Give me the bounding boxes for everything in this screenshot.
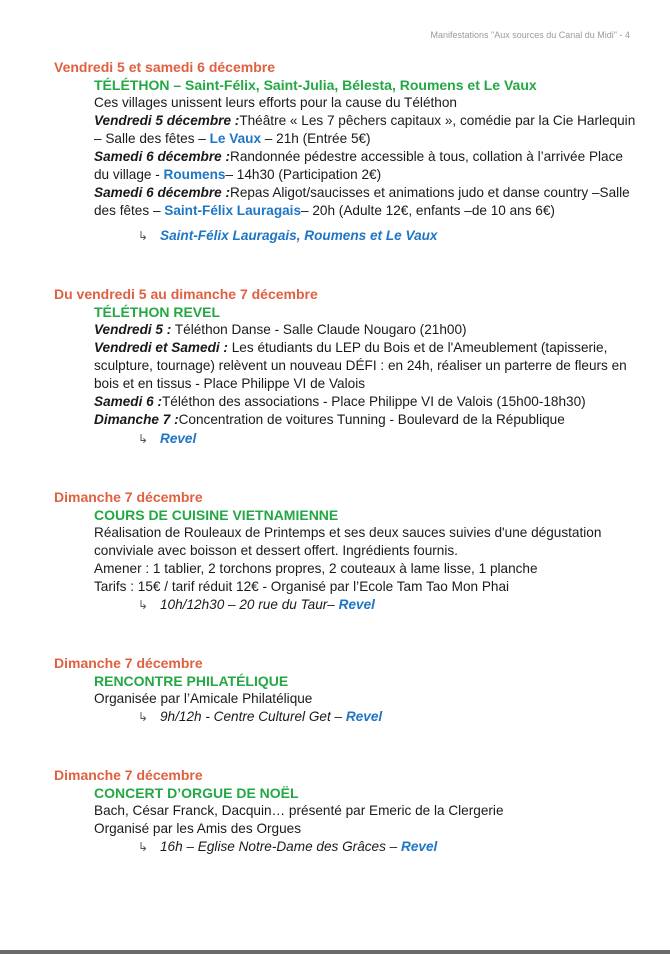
- item-text-end: – 20h (Adulte 12€, enfants –de 10 ans 6€): [301, 203, 555, 218]
- arrow-hand-icon: ↳: [138, 229, 149, 243]
- event-item: [94, 321, 636, 339]
- event-line: Tarifs : 15€ / tarif réduit 12€ - Organisé par l’Ecole Tam Tao Mon Phai: [94, 579, 510, 594]
- item-label: Samedi 6 :: [94, 394, 162, 409]
- bottom-bar: [0, 950, 670, 954]
- location-place: Revel: [401, 839, 438, 854]
- item-place: Le Vaux: [209, 131, 262, 146]
- event-title: COURS DE CUISINE VIETNAMIENNE: [94, 507, 339, 523]
- event-location: [138, 227, 636, 245]
- event-title: TÉLÉTHON REVEL: [94, 304, 221, 320]
- event-line: Réalisation de Rouleaux de Printemps et ses deux sauces suivies d'une dégustation conviviale avec boisson et dessert offert. Ingrédients fournis.: [94, 525, 602, 558]
- event-line: Amener : 1 tablier, 2 torchons propres, 2 couteaux à lame lisse, 1 planche: [94, 561, 538, 576]
- event-title: CONCERT D’ORGUE DE NOËL: [94, 785, 299, 801]
- event-body: [94, 76, 636, 245]
- event-body: [94, 506, 636, 614]
- item-text: Téléthon Danse - Salle Claude Nougaro (21h00): [174, 322, 467, 337]
- event-date: Vendredi 5 et samedi 6 décembre: [54, 59, 275, 75]
- arrow-hand-icon: ↳: [138, 598, 149, 612]
- event-title: TÉLÉTHON – Saint-Félix, Saint-Julia, Bélesta, Roumens et Le Vaux: [94, 77, 537, 93]
- item-text: Repas Aligot/saucisses et animations judo et danse country –Salle des fêtes –: [94, 185, 630, 218]
- event-intro: Ces villages unissent leurs efforts pour la cause du Téléthon: [94, 95, 457, 110]
- event-location: [138, 708, 636, 726]
- page-header: Manifestations "Aux sources du Canal du Midi" - 4: [430, 30, 630, 40]
- event-philatelie: [54, 654, 636, 726]
- event-item: [94, 393, 636, 411]
- item-text: Les étudiants du LEP du Bois et de l'Ameublement (tapisserie, sculpture, tournage) relèvent un nouveau DÉFI : en 24h, réaliser un parterre de fleurs en bois et en tissus - Place Philippe VI de Valois: [94, 340, 627, 391]
- location-prefix: 10h/12h30 – 20 rue du Taur–: [160, 597, 339, 612]
- location-place: Revel: [338, 597, 375, 612]
- events-list: [54, 58, 636, 896]
- item-label: Vendredi 5 :: [94, 322, 172, 337]
- event-telethon-revel: [54, 285, 636, 448]
- item-label: Dimanche 7 :: [94, 412, 179, 427]
- item-label: Vendredi 5 décembre :: [94, 113, 240, 128]
- item-text-end: – 14h30 (Participation 2€): [225, 167, 382, 182]
- event-title: RENCONTRE PHILATÉLIQUE: [94, 673, 289, 689]
- event-body: [94, 672, 636, 726]
- item-place: Roumens: [163, 167, 226, 182]
- event-location: [138, 596, 636, 614]
- item-text: Randonnée pédestre accessible à tous, collation à l’arrivée Place du village -: [94, 149, 623, 182]
- event-item: [94, 184, 636, 220]
- event-date: Dimanche 7 décembre: [54, 489, 203, 505]
- location-place: Revel: [345, 709, 383, 724]
- location-place: Revel: [160, 431, 197, 446]
- location-prefix: 9h/12h - Centre Culturel Get –: [160, 709, 346, 724]
- event-location: [138, 838, 636, 856]
- event-item: [94, 339, 636, 393]
- event-location: [138, 430, 636, 448]
- arrow-hand-icon: ↳: [138, 710, 149, 724]
- event-date: Dimanche 7 décembre: [54, 655, 203, 671]
- event-item: [94, 148, 636, 184]
- event-line: Bach, César Franck, Dacquin… présenté par Emeric de la Clergerie: [94, 803, 504, 818]
- location-place: Saint-Félix Lauragais, Roumens et Le Vaux: [160, 228, 438, 243]
- event-concert-orgue: [54, 766, 636, 856]
- arrow-hand-icon: ↳: [138, 432, 149, 446]
- item-text: Concentration de voitures Tunning - Boulevard de la République: [178, 412, 565, 427]
- item-text: Théâtre « Les 7 pêchers capitaux », comédie par la Cie Harlequin – Salle des fêtes –: [94, 113, 636, 146]
- item-text-end: – 21h (Entrée 5€): [261, 131, 371, 146]
- event-item: [94, 112, 636, 148]
- event-line: Organisée par l’Amicale Philatélique: [94, 691, 313, 706]
- event-date: Dimanche 7 décembre: [54, 767, 203, 783]
- item-label: Vendredi et Samedi :: [94, 340, 228, 355]
- location-prefix: 16h – Eglise Notre-Dame des Grâces –: [160, 839, 402, 854]
- event-item: [94, 411, 636, 429]
- event-body: [94, 303, 636, 448]
- item-text: Téléthon des associations - Place Philippe VI de Valois (15h00-18h30): [162, 394, 586, 409]
- item-place: Saint-Félix Lauragais: [164, 203, 302, 218]
- event-cuisine: [54, 488, 636, 614]
- event-date: Du vendredi 5 au dimanche 7 décembre: [54, 286, 318, 302]
- item-label: Samedi 6 décembre :: [94, 185, 230, 200]
- event-line: Organisé par les Amis des Orgues: [94, 821, 302, 836]
- item-label: Samedi 6 décembre :: [94, 149, 230, 164]
- event-telethon-villages: [54, 58, 636, 245]
- arrow-hand-icon: ↳: [138, 840, 149, 854]
- event-body: [94, 784, 636, 856]
